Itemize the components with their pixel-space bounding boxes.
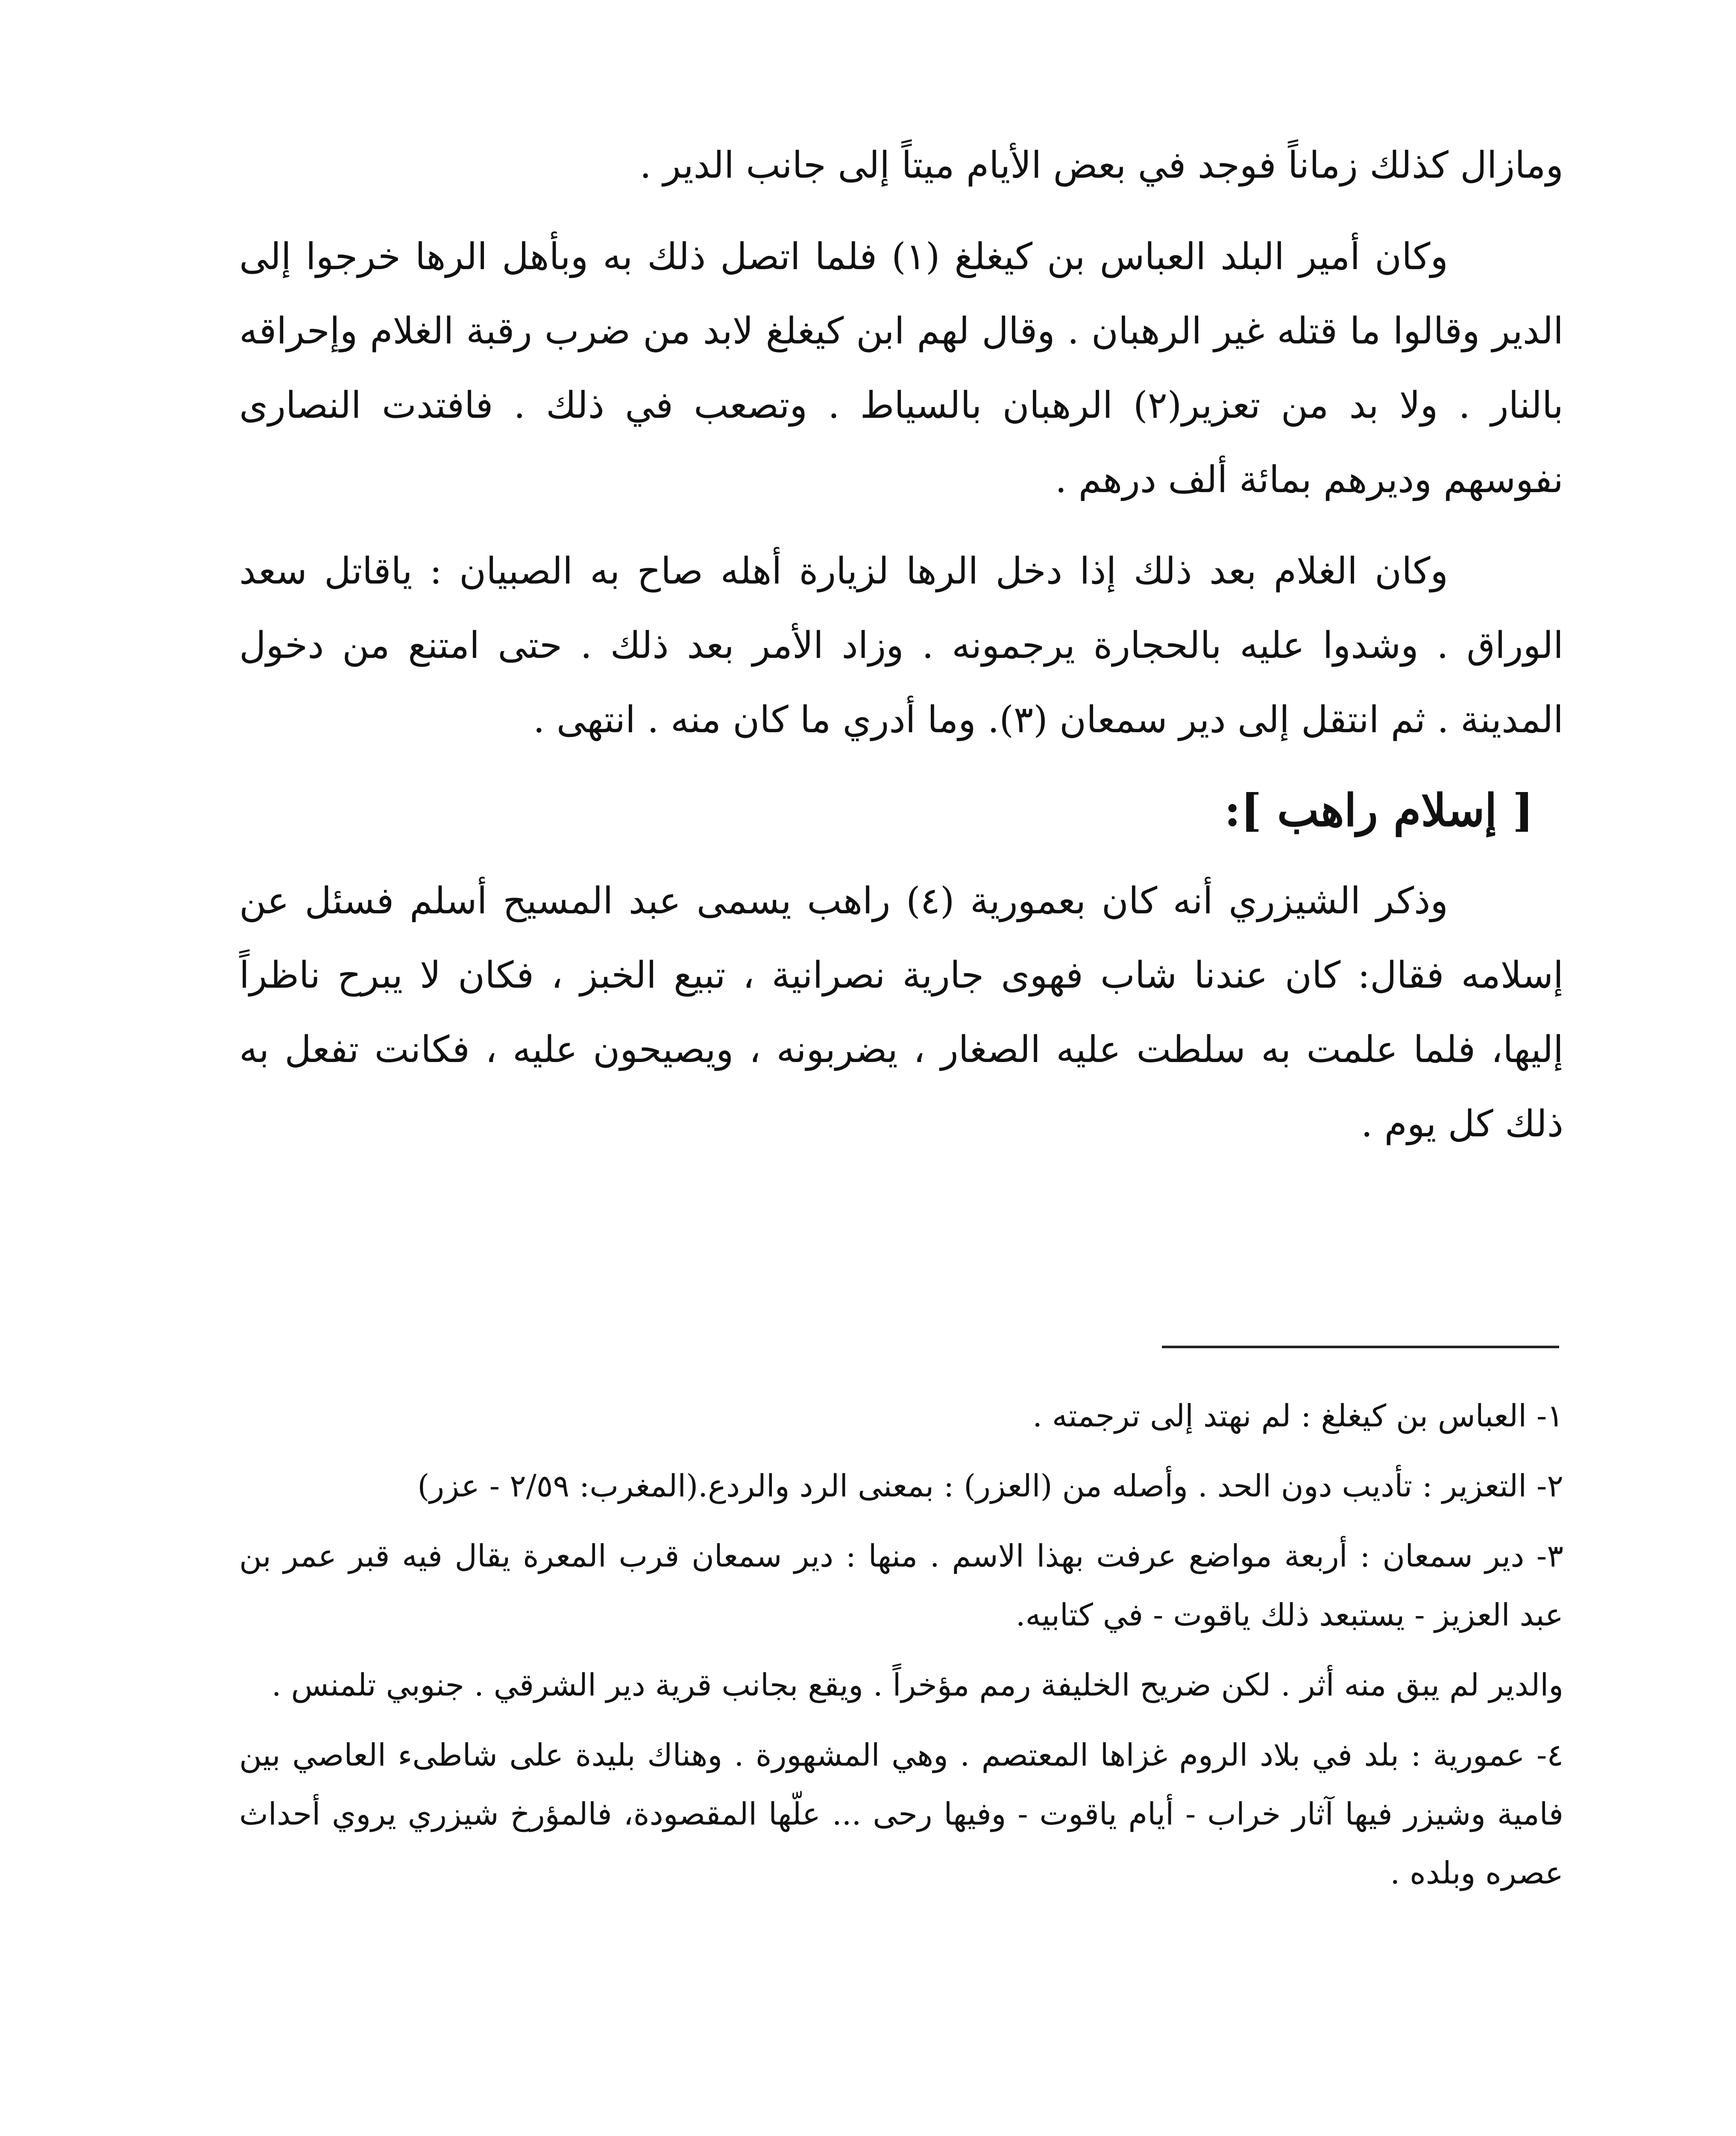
paragraph-1: ومازال كذلك زماناً فوجد في بعض الأيام ميتاً إلى جانب الدير . — [639, 144, 1563, 187]
paragraph-2: وكان أمير البلد العباس بن كيغلغ (١) فلما اتصل ذلك به وبأهل الرها خرجوا إلى الدير وقالوا ما قتله غير الرهبان . وقال لهم ابن كيغلغ لابد من ضرب رقبة الغلام وإحراقه بالنار . ولا بد من تعزير(٢) الرهبان بالسياط . وتصعب في ذلك . فافتدت النصارى نفوسهم وديرهم بمائة ألف درهم . — [239, 235, 1563, 501]
footnote-3: ٣- دير سمعان : أربعة مواضع عرفت بهذا الاسم . منها : دير سمعان قرب المعرة يقال فيه قبر عمر بن عبد العزيز - يستبعد ذلك ياقوت - في كتابيه. — [239, 1538, 1563, 1633]
footnote-3-continued: والدير لم يبق منه أثر . لكن ضريح الخليفة رمم مؤخراً . ويقع بجانب قرية دير الشرقي . جنوبي تلمنس . — [271, 1667, 1563, 1703]
footnote-2: ٢- التعزير : تأديب دون الحد . وأصله من (العزر) : بمعنى الرد والردع.(المغرب: ٢/٥٩ - عزر) — [417, 1468, 1563, 1504]
footnote-separator — [1162, 1346, 1559, 1348]
paragraph-4: وذكر الشيزري أنه كان بعمورية (٤) راهب يسمى عبد المسيح أسلم فسئل عن إسلامه فقال: كان عندنا شاب فهوى جارية نصرانية ، تبيع الخبز ، فكان لا يبرح ناظراً إليها، فلما علمت به سلطت عليه الصغار ، يضربونه ، ويصيحون عليه ، فكانت تفعل به ذلك كل يوم . — [239, 880, 1563, 1145]
section-heading: [ إسلام راهب ]: — [1224, 784, 1534, 836]
footnote-1: ١- العباس بن كيغلغ : لم نهتد إلى ترجمته . — [1032, 1398, 1563, 1434]
main-text — [239, 128, 1563, 1178]
paragraph-3: وكان الغلام بعد ذلك إذا دخل الرها لزيارة أهله صاح به الصبيان : ياقاتل سعد الوراق . وشدوا عليه بالحجارة يرجمونه . وزاد الأمر بعد ذلك . حتى امتنع من دخول المدينة . ثم انتقل إلى دير سمعان (٣). وما أدري ما كان منه . انتهى . — [239, 550, 1563, 741]
footnotes — [239, 1386, 1563, 1913]
footnote-4: ٤- عمورية : بلد في بلاد الروم غزاها المعتصم . وهي المشهورة . وهناك بليدة على شاطىء العاصي بين فامية وشيزر فيها آثار خراب - أيام ياقوت - وفيها رحى ... علّها المقصودة، فالمؤرخ شيزري يروي أحداث عصره وبلده . — [239, 1737, 1563, 1891]
